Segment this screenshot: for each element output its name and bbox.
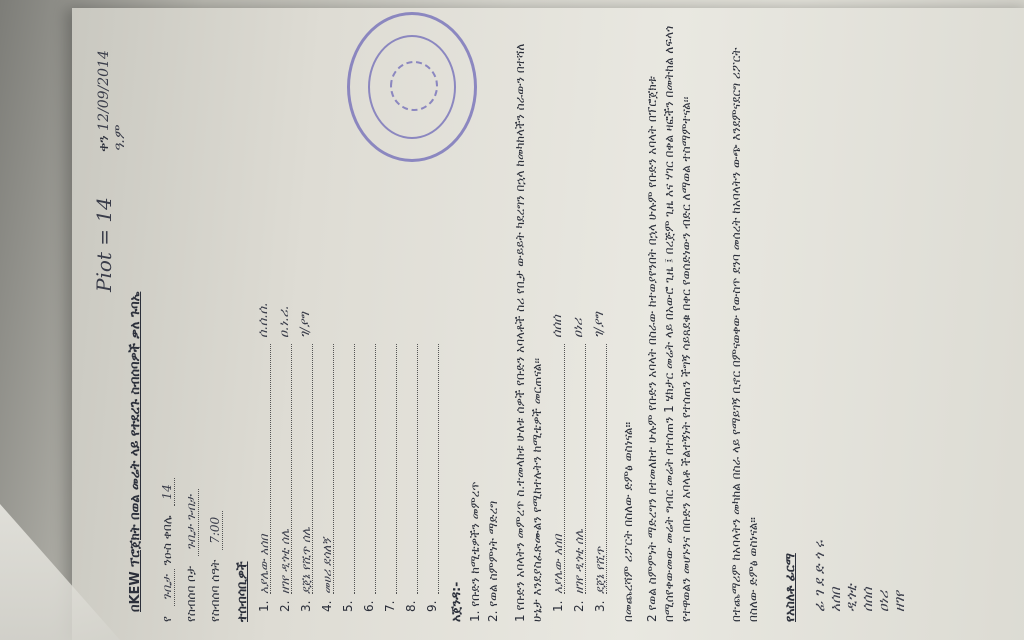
signature-line: ዘገየ: [892, 591, 908, 612]
list-item: 3. ደጀኔ የሺጥ ገ/ያግ: [592, 312, 607, 612]
list-item: 1. አያሌው አሰበ ሰሰሰ: [550, 315, 565, 612]
list-item: 1. አያሌው አሰበ ሰ.ሰ.ሰ.: [256, 302, 271, 612]
list-item: 3. ደጀኔ የሺጥ ሰሌ ገ/ያግ: [298, 312, 313, 612]
signature-line: ሰሰሰ: [860, 587, 876, 612]
agenda-item-2: 2. የወል ስምምነት ማድረግ: [486, 500, 500, 622]
date-label: ቀን: [96, 135, 112, 152]
committee-list: [544, 312, 607, 612]
stamp-emblem: [390, 61, 438, 111]
pilot-note: Piot = 14: [92, 197, 116, 292]
signature-line: ዐነሪ: [876, 590, 892, 612]
header: [92, 22, 143, 622]
list-item: 4. መሀሪ ደሳለኝ: [313, 303, 334, 612]
paragraph-committee: 1 የቡድን አባላትን መምረጥ ስ.ተመላከቱ ሁለቱ ሰዎች የቡድን አባላቶች ስሪ የቢታ ውይይት ካደረግን በኋላ ከመካከላችን ስራውን በተሻለ ሁኔታ እንደያስፈጽሙልን የሚከተሉትን ከሚቴዎች መርጠናል፡፡: [513, 43, 544, 622]
list-item: 6.: [355, 303, 376, 612]
attendees-list: [250, 303, 439, 612]
list-item: 2. ዘገየ ዲጎቲ ሰሌ ዐ.ነ.ሪ.: [277, 305, 292, 612]
attendees-heading: ተሰብሳቢዎች: [234, 561, 249, 622]
date-value: 12/09/2014 ዓ.ም: [96, 50, 128, 152]
signature-line: ዲጎቲ: [844, 584, 860, 612]
field-meeting-time: የስብሰባ ሰዓት 7:00: [208, 511, 223, 622]
signatures: [812, 541, 908, 612]
field-meeting-place: የስብሰባ ቦታ ጉቢታ ጉብታ: [184, 489, 199, 622]
list-item: 9.: [418, 303, 439, 612]
signature-line: ፊ ገ ደ ድ ጎ ሩ: [812, 540, 828, 612]
document-page: [92, 12, 922, 632]
paragraph-rules: በተጨማሪም ከአባላትን መካከል በስራ ላይ የማይገኝ ቢኖር በምናወቀው የውስጥ ደንባ መሰረት ከአባላትን ውጭ እንደምናደርግ ሪፖርት በስለው ድምፅ ወስነናል።: [729, 47, 760, 622]
list-item: 7.: [376, 303, 397, 612]
list-item: 8.: [397, 303, 418, 612]
agenda-heading: አጀንዳ:-: [448, 581, 463, 622]
document-title: በKEW ፕሮጀክት በወል መሬት ላይ የተደረጉ ስብሰባዎች ቃለ ጉባኤ: [128, 291, 143, 612]
agenda-item-1: 1. የቡድን ከሚቴዎችን መምረጥ: [468, 481, 482, 622]
paragraph-decision-title: በመጨረሻም ሪፖርት በስለው ድምፅ ወስነናል።: [621, 421, 635, 622]
list-item: 2. ዘገየ ዲጎቲ ሰሌ ዐነሪ: [571, 318, 586, 612]
date-field: [96, 22, 128, 152]
paragraph-agreement: 2 የወል ስምምነት ማድረግን በተመለከተ ሁሉም የቡድን አባላት በስራው ከተወያየንበት በኋላ ሁሉም የቡድን አባላት በፕሮጀክቱ በሚሰየቀውመው መሬት ግብር መሬት በተሰጠን 1 ሄክታር መሬት ላይ በአውሮ ጊዜ ፤ በረጅም ጊዜ እና ሃገር በቀል ዛፎችን በመትከል ለፍላጎ የተዋወልን መሆኑንና በቡድን አባላቶ ችልተኝነት የተሰጠን ችግኝ ሳይጸደቁ በቀር የወሰድነውን ብድር ለማወል ተስማምተናል፡፡: [645, 25, 693, 622]
official-stamp: [347, 12, 477, 162]
signature-line: አሰበ: [828, 587, 844, 612]
signers-heading: የአስለቶ ፊርማ: [782, 553, 797, 622]
field-kebele: የ ጉቢታ ንዑስ ቀበሌ 14: [160, 478, 175, 622]
list-item: 5.: [334, 303, 355, 612]
